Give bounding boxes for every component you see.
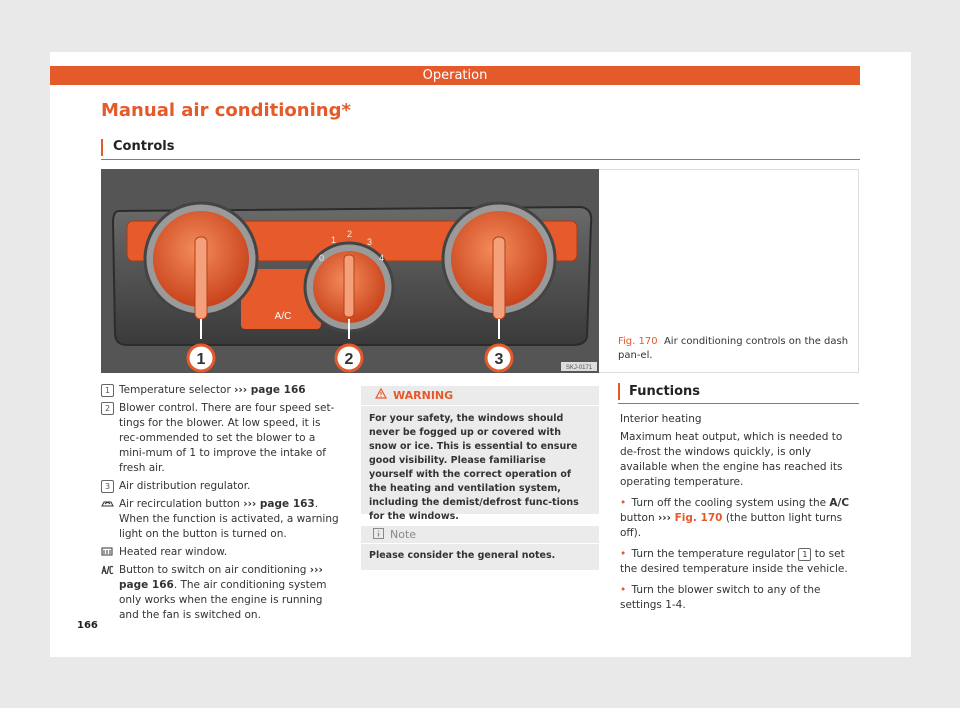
bullet-text: Turn the temperature regulator (631, 548, 799, 560)
list-item (101, 497, 341, 542)
legend-text: . When the function is activated, a warning light on the button is turned on. (119, 498, 339, 540)
callout-3: 3 (494, 351, 504, 368)
note-box (361, 526, 599, 570)
note-header (361, 526, 599, 544)
list-item (101, 479, 341, 494)
subtitle-accent (101, 139, 103, 156)
bullet-text: (the button light turns off). (620, 512, 843, 539)
legend-marker-1: 1 (101, 384, 114, 397)
number-marker: 1 (798, 548, 811, 561)
figure-link[interactable]: Fig. 170 (670, 512, 723, 524)
note-text: Please consider the general notes. (369, 550, 556, 561)
fan-scale-0: 0 (319, 253, 325, 263)
section-subtitle: Controls (113, 139, 175, 154)
ac-controls-figure (101, 169, 599, 373)
functions-title: Functions (629, 384, 701, 399)
functions-subheading: Interior heating (620, 413, 702, 425)
bullet-text: Turn off the cooling system using the (631, 497, 830, 509)
callout-1: 1 (196, 351, 206, 368)
page-link[interactable]: page 163 (256, 498, 315, 510)
legend-text: Air recirculation button (119, 498, 244, 510)
car-recirculation-icon (101, 499, 114, 515)
callout-2: 2 (344, 351, 354, 368)
figure-code: SKJ-0171 (565, 365, 593, 371)
warning-triangle-icon (375, 386, 387, 405)
bullet-icon: • (620, 584, 627, 596)
legend-marker-3: 3 (101, 480, 114, 493)
ac-icon (101, 565, 114, 581)
rear-window-heating-icon (101, 547, 113, 563)
arrow: ››› (234, 384, 248, 396)
figure-caption (618, 335, 854, 363)
info-icon (373, 527, 384, 544)
bullet-icon: • (620, 497, 627, 509)
functions-intro: Maximum heat output, which is needed to de-frost the windows quickly, is only available when the engine has reached its operating temperature. (620, 431, 843, 488)
legend-text: Heated rear window. (119, 546, 228, 558)
page-link[interactable]: page 166 (247, 384, 306, 396)
legend-text: Air distribution regulator. (119, 480, 251, 492)
fan-scale-2: 2 (347, 229, 353, 239)
ac-panel-label: A/C (274, 311, 292, 322)
arrow: ››› (243, 498, 257, 510)
legend-text: . The air conditioning system only works when the engine is running and the fan is switched on. (119, 579, 327, 621)
section-header-bar (50, 66, 860, 85)
arrow: ››› (309, 564, 323, 576)
functions-bullet-3 (620, 583, 860, 613)
ac-panel-illustration (101, 169, 599, 373)
fan-scale-1: 1 (331, 235, 337, 245)
list-item (101, 401, 341, 476)
functions-bullet-2 (620, 547, 860, 577)
warning-header (361, 386, 599, 406)
page-link[interactable]: page 166 (119, 579, 174, 591)
fan-scale-4: 4 (379, 253, 385, 263)
section-header: Operation (422, 68, 488, 83)
bullet-text: to set the desired temperature inside the vehicle. (620, 548, 848, 575)
warning-box (361, 386, 599, 522)
warning-text: For your safety, the windows should never be fogged up or covered with snow or ice. This is essential to ensure good visibility. Please familiarise yourself with the correct operation of the heating and ventilation system, including the demist/defrost func-tions for the windows. (369, 413, 579, 522)
functions-rule (618, 403, 859, 404)
ac-button-label: A/C (829, 497, 850, 509)
section-rule (101, 159, 860, 160)
legend-list (101, 383, 341, 626)
note-label: Note (390, 528, 417, 541)
list-item (101, 383, 341, 398)
list-item (101, 545, 341, 560)
figure-caption-text: Air conditioning controls on the dash pan-el. (618, 336, 849, 361)
bullet-text: button (620, 512, 658, 524)
functions-bullet-1 (620, 496, 860, 541)
bullet-text: Turn the blower switch to any of the settings 1-4. (620, 584, 821, 611)
list-item (101, 563, 341, 623)
bullet-icon: • (620, 548, 627, 560)
warning-label: WARNING (393, 389, 454, 402)
legend-marker-2: 2 (101, 402, 114, 415)
legend-text: Temperature selector (119, 384, 235, 396)
page-number: 166 (77, 620, 98, 631)
fan-scale-3: 3 (367, 237, 373, 247)
functions-accent (618, 383, 620, 400)
arrow: ››› (657, 512, 671, 524)
legend-text: Button to switch on air conditioning (119, 564, 310, 576)
functions-section (620, 412, 860, 619)
figure-label: Fig. 170 (618, 336, 658, 347)
legend-text: Blower control. There are four speed set-tings for the blower. At low speed, it is rec-ommended to set the blower to a mini-mum of 1 to improve the intake of fresh air. (119, 402, 335, 474)
page-title: Manual air conditioning* (101, 100, 351, 121)
